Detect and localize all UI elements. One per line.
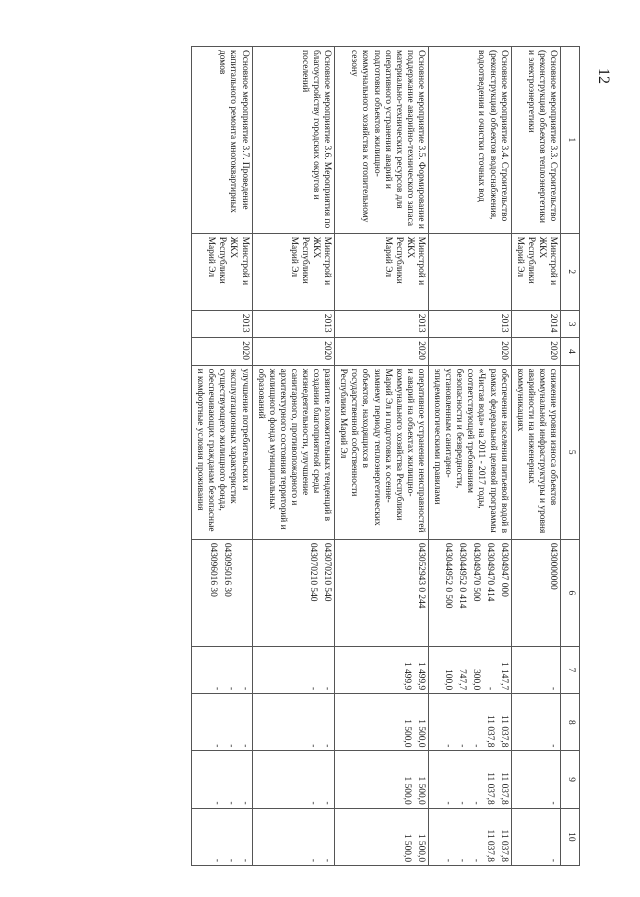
- value-col10: [335, 808, 429, 865]
- spacer: [232, 543, 250, 643]
- value-col9: [252, 751, 335, 808]
- start-year-cell: 2013: [335, 310, 429, 337]
- activity-cell: Основное мероприятие 3.7. Проведение капитального ремонта многоквартирных домов: [192, 47, 252, 234]
- value: -: [548, 801, 558, 805]
- budget-code: 043096016 30: [207, 542, 218, 597]
- result-cell: оперативное устранение неисправностей и аварий на объектах жилищно-коммунального хозяйства Республики Марий Эл и подготовка к осенне-зимнему периоду теплоэнергетических объектов, находящихся в государственной собственности Республики Марий Эл: [335, 365, 429, 539]
- end-year-cell: 2020: [511, 338, 560, 365]
- budget-code: 043095016 30: [221, 542, 232, 597]
- value: 1 500,0: [415, 719, 426, 748]
- end-year-cell: 2020: [428, 338, 511, 365]
- header-cell: 4: [561, 338, 580, 365]
- value-col10: [428, 808, 511, 865]
- value: -: [239, 858, 250, 862]
- value-col7: [511, 646, 560, 693]
- table-row: [252, 47, 335, 866]
- value-col8: [192, 694, 252, 751]
- table-row: [511, 47, 560, 866]
- budget-code: 043044952 0 500: [442, 542, 453, 609]
- value: 300,0: [470, 669, 481, 691]
- value: -: [470, 801, 481, 805]
- value-col7: [428, 646, 511, 693]
- value: 11 037,8: [498, 829, 509, 862]
- value: -: [548, 744, 558, 748]
- header-cell: 3: [561, 310, 580, 337]
- value: -: [442, 801, 453, 805]
- table-row: [335, 47, 429, 866]
- code-cell: [511, 539, 560, 646]
- header-cell: 2: [561, 233, 580, 310]
- code-cell: [192, 539, 252, 646]
- value: -: [211, 801, 222, 805]
- table-row: [192, 47, 252, 866]
- header-cell: 9: [561, 751, 580, 808]
- value-col10: [192, 808, 252, 865]
- value: -: [322, 858, 333, 862]
- header-cell: 7: [561, 646, 580, 693]
- value-col7: [335, 646, 429, 693]
- value-col8: [428, 694, 511, 751]
- budget-code: 043070210 540: [322, 542, 333, 602]
- value: -: [322, 801, 333, 805]
- value: 1 499,9: [415, 662, 426, 691]
- value: -: [239, 687, 250, 691]
- budget-code: 043070210 540: [308, 542, 319, 602]
- value: 747,7: [456, 669, 467, 691]
- result-cell: улучшение потребительских и эксплуатационных характеристик существующего жилищного фонда, обеспечивающих гражданам безопасные и комфортные условия проживания: [192, 365, 252, 539]
- value: 11 037,8: [484, 772, 495, 805]
- value: -: [239, 744, 250, 748]
- budget-code: 04304947 000: [498, 542, 509, 597]
- value: -: [211, 858, 222, 862]
- value: 11 037,8: [498, 772, 509, 805]
- value: -: [308, 744, 319, 748]
- header-cell: 8: [561, 694, 580, 751]
- value: 1 499,9: [401, 662, 412, 691]
- budget-code: 0430000000: [548, 542, 558, 590]
- rotated-table-container: [110, 46, 580, 866]
- value: -: [456, 801, 467, 805]
- header-cell: 10: [561, 808, 580, 865]
- value: -: [442, 744, 453, 748]
- value: 1 147,7: [498, 662, 509, 691]
- header-cell: 6: [561, 539, 580, 646]
- value: -: [225, 858, 236, 862]
- code-cell: [335, 539, 429, 646]
- value: 1 500,0: [401, 833, 412, 862]
- value: -: [225, 744, 236, 748]
- value: -: [456, 744, 467, 748]
- executor-cell: Минстрой и ЖКХ Республики Марий Эл: [511, 233, 560, 310]
- value-col7: [192, 646, 252, 693]
- page-number: 12: [595, 68, 612, 84]
- value: -: [308, 858, 319, 862]
- value: -: [484, 687, 495, 691]
- value: -: [456, 858, 467, 862]
- value: -: [308, 687, 319, 691]
- code-cell: [252, 539, 335, 646]
- budget-code: 043044952 0 414: [456, 542, 467, 609]
- value-col8: [335, 694, 429, 751]
- result-cell: обеспечение населения питьевой водой в рамках федеральной целевой программы «Чистая вода» на 2011 - 2017 годы, соответствующей требованиям безопасности и безвредности, установленным санитарно-эпидемиологическими правилами: [428, 365, 511, 539]
- value: -: [225, 687, 236, 691]
- program-activities-table: [191, 46, 580, 866]
- result-cell: развитие положительных тенденций в создании благоприятной среды жизнедеятельности, улучшение санитарного, противопожарного и архитектурного состояния территорий и жилищного фонда муниципальных образований: [252, 365, 335, 539]
- value: -: [239, 801, 250, 805]
- value: -: [548, 687, 558, 691]
- activity-cell: Основное мероприятие 3.4. Строительство (реконструкция) объектов водоснабжения, водоотведения и очистки сточных вод: [428, 47, 511, 234]
- activity-cell: Основное мероприятие 3.5. Формирование и поддержание аварийно-технического запаса материально-технических ресурсов для оперативного устранения аварий и подготовки объектов жилищно-коммунального хозяйства к отопительному сезону: [335, 47, 429, 234]
- value: -: [442, 858, 453, 862]
- executor-cell: Минстрой и ЖКХ Республики Марий Эл: [252, 233, 335, 310]
- table-header-row: [561, 47, 580, 866]
- value-col9: [511, 751, 560, 808]
- value: 1 500,0: [415, 776, 426, 805]
- value: 1 500,0: [401, 776, 412, 805]
- value-col9: [428, 751, 511, 808]
- start-year-cell: 2013: [192, 310, 252, 337]
- value: -: [322, 687, 333, 691]
- value: -: [322, 744, 333, 748]
- value-col9: [335, 751, 429, 808]
- value-col10: [511, 808, 560, 865]
- value: 1 500,0: [415, 833, 426, 862]
- header-cell: 5: [561, 365, 580, 539]
- value: -: [308, 801, 319, 805]
- value: -: [470, 858, 481, 862]
- budget-code: 043049470 414: [484, 542, 495, 602]
- value-col7: [252, 646, 335, 693]
- code-cell: [428, 539, 511, 646]
- budget-code: 043052943 0 244: [415, 542, 426, 609]
- value: -: [470, 744, 481, 748]
- value-col8: [252, 694, 335, 751]
- start-year-cell: 2014: [511, 310, 560, 337]
- value: 1 500,0: [401, 719, 412, 748]
- executor-cell: Минстрой и ЖКХ Республики Марий Эл: [192, 233, 252, 310]
- result-cell: снижение уровня износа объектов коммунальной инфраструктуры и уровня аварийности на инженерных коммуникациях: [511, 365, 560, 539]
- header-cell: 1: [561, 47, 580, 234]
- end-year-cell: 2020: [335, 338, 429, 365]
- budget-code: 043049470 500: [470, 542, 481, 602]
- value: -: [548, 858, 558, 862]
- value: 11 037,8: [484, 714, 495, 748]
- activity-cell: Основное мероприятие 3.6. Мероприятия по благоустройству городских округов и поселений: [252, 47, 335, 234]
- executor-cell: Минстрой и ЖКХ Республики Марий Эл: [335, 233, 429, 310]
- start-year-cell: 2013: [428, 310, 511, 337]
- value: 100,0: [442, 669, 453, 691]
- executor-cell: [428, 233, 511, 310]
- value-col9: [192, 751, 252, 808]
- end-year-cell: 2020: [252, 338, 335, 365]
- value: 11 037,8: [484, 829, 495, 862]
- value: -: [225, 801, 236, 805]
- end-year-cell: 2020: [192, 338, 252, 365]
- value: -: [211, 687, 222, 691]
- activity-cell: Основное мероприятие 3.3. Строительство (реконструкция) объектов теплоэнергетики и электроэнергетики: [511, 47, 560, 234]
- value-col8: [511, 694, 560, 751]
- start-year-cell: 2013: [252, 310, 335, 337]
- value: 11 037,8: [498, 714, 509, 748]
- value-col10: [252, 808, 335, 865]
- table-row: [428, 47, 511, 866]
- value: -: [211, 744, 222, 748]
